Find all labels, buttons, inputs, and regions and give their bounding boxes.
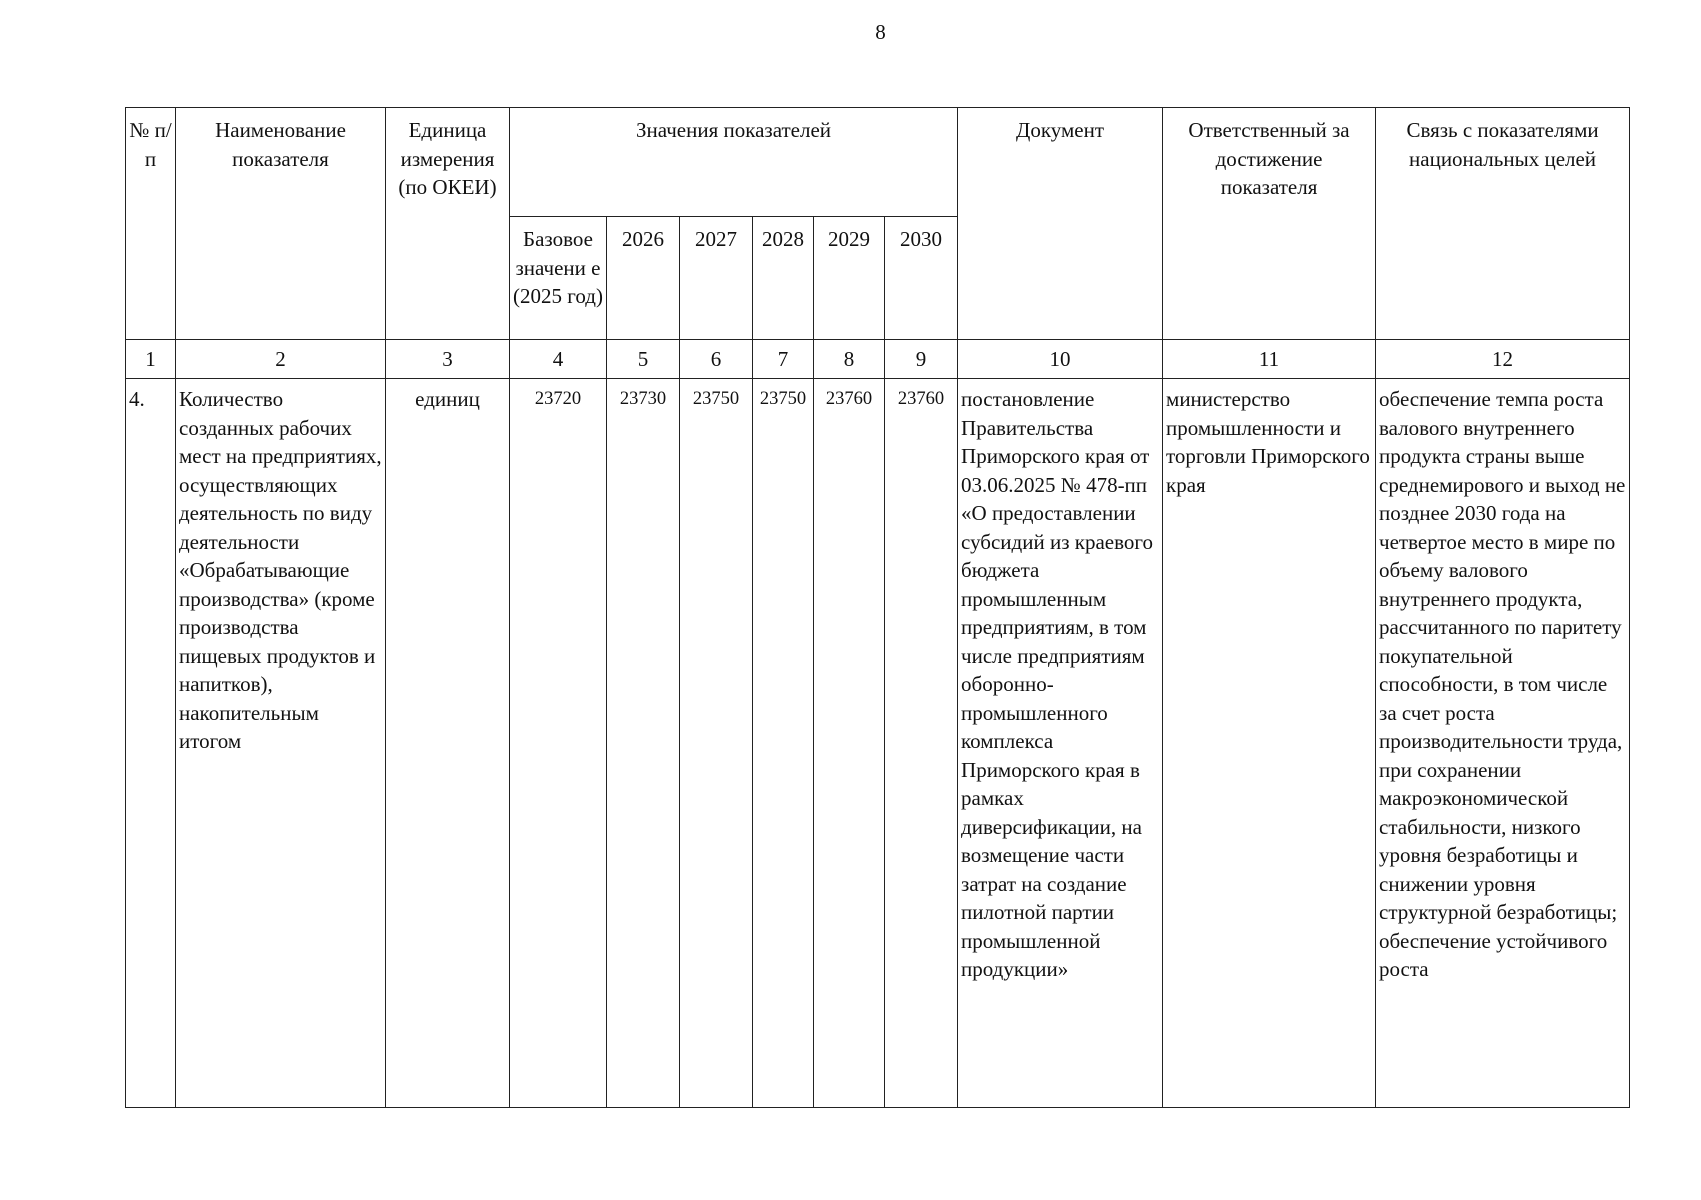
column-number-row [126,340,1630,379]
column-number: 5 [607,340,680,379]
column-number: 1 [126,340,176,379]
header-responsible: Ответственный за достижение показателя [1163,108,1376,340]
value-2028: 23750 [753,379,814,1108]
row-number: 4. [126,379,176,1108]
table-row [126,379,1630,1108]
indicators-table [125,107,1630,1108]
page-number: 8 [875,20,886,44]
column-number: 11 [1163,340,1376,379]
national-goals-link: обеспечение темпа роста валового внутреннего продукта страны выше среднемирового и выход не позднее 2030 года на четвертое место в мире по объему валового внутреннего продукта, рассчитанного по паритету покупательной способности, в том числе за счет роста производительности труда, при сохранении макроэкономической стабильности, низкого уровня безработицы и снижении уровня структурной безработицы; обеспечение устойчивого роста [1376,379,1630,1108]
column-number: 2 [176,340,386,379]
header-row [126,108,1630,217]
value-2030: 23760 [885,379,958,1108]
document-text: постановление Правительства Приморского края от 03.06.2025 № 478-пп «О предоставлении субсидий из краевого бюджета промышленным предприятиям, в том числе предприятиям оборонно-промышленного комплекса Приморского края в рамках диверсификации, на возмещение части затрат на создание пилотной партии промышленной продукции» [958,379,1163,1108]
column-number: 3 [386,340,510,379]
base-value: 23720 [510,379,607,1108]
header-unit: Единица измерения (по ОКЕИ) [386,108,510,340]
indicator-unit: единиц [386,379,510,1108]
column-number: 7 [753,340,814,379]
column-number: 6 [680,340,753,379]
header-no: № п/п [126,108,176,340]
header-base: Базовое значени е (2025 год) [510,217,607,340]
header-values-group: Значения показателей [510,108,958,217]
value-2027: 23750 [680,379,753,1108]
column-number: 8 [814,340,885,379]
header-year: 2029 [814,217,885,340]
column-number: 4 [510,340,607,379]
header-name: Наименование показателя [176,108,386,340]
indicator-name: Количество созданных рабочих мест на предприятиях, осуществляющих деятельность по виду деятельности «Обрабатывающие производства» (кроме производства пищевых продуктов и напитков), накопительным итогом [176,379,386,1108]
header-year: 2030 [885,217,958,340]
header-year: 2026 [607,217,680,340]
header-document: Документ [958,108,1163,340]
value-2029: 23760 [814,379,885,1108]
column-number: 10 [958,340,1163,379]
header-year: 2027 [680,217,753,340]
header-link: Связь с показателями национальных целей [1376,108,1630,340]
value-2026: 23730 [607,379,680,1108]
column-number: 12 [1376,340,1630,379]
header-year: 2028 [753,217,814,340]
column-number: 9 [885,340,958,379]
responsible-text: министерство промышленности и торговли Приморского края [1163,379,1376,1108]
